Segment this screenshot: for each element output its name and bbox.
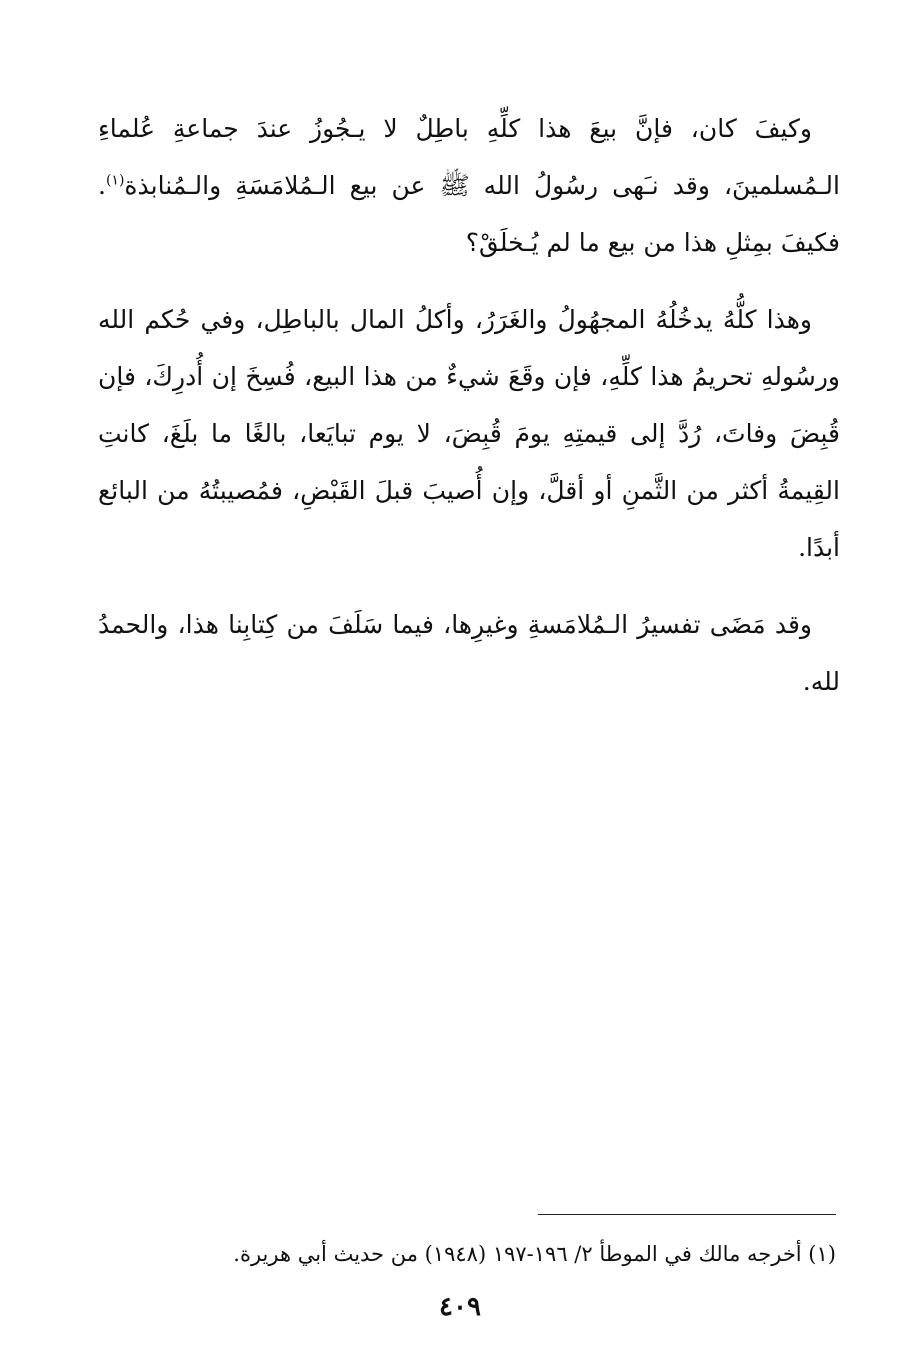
footnote-reference: (١)	[105, 172, 125, 189]
footnote: (١) أخرجه مالك في الموطأ ٢/ ١٩٦-١٩٧ (١٩٤٨) من حديث أبي هريرة.	[233, 1242, 836, 1266]
paragraph-2: وهذا كلُّهُ يدخُلُهُ المجهُولُ والغَرَرُ، وأكلُ المال بالباطِل، وفي حُكم الله ورسُولهِ تحريمُ هذا كلِّهِ، فإن وقَعَ شيءٌ من هذا البيع، فُسِخَ إن أُدرِكَ، فإن قُبِضَ وفاتَ، رُدَّ إلى قيمتِهِ يومَ قُبِضَ، لا يوم تبايَعا، بالغًا ما بلَغَ، كانتِ القِيمةُ أكثر من الثَّمنِ أو أقلَّ، وإن أُصيبَ قبلَ القَبْضِ، فمُصيبتُهُ من البائع أبدًا.	[98, 305, 840, 562]
paragraph-3: وقد مَضَى تفسيرُ الـمُلامَسةِ وغيرِها، فيما سَلَفَ من كِتابِنا هذا، والحمدُ لله.	[98, 610, 840, 696]
footnote-divider	[538, 1214, 836, 1215]
paragraph-1-text-continued: . فكيفَ بمِثلِ هذا من بيع ما لم يُـخلَقْ؟	[98, 171, 840, 257]
main-text	[98, 100, 840, 730]
paragraph-1-text: وكيفَ كان، فإنَّ بيعَ هذا كلِّهِ باطِلٌ لا يـجُوزُ عندَ جماعةِ عُلماءِ الـمُسلمينَ، وقد نـَهى رسُولُ الله ﷺ عن بيع الـمُلامَسَةِ والـمُنابذة	[98, 114, 840, 200]
page-number: ٤٠٩	[439, 1292, 481, 1322]
paragraph-1	[98, 100, 840, 271]
